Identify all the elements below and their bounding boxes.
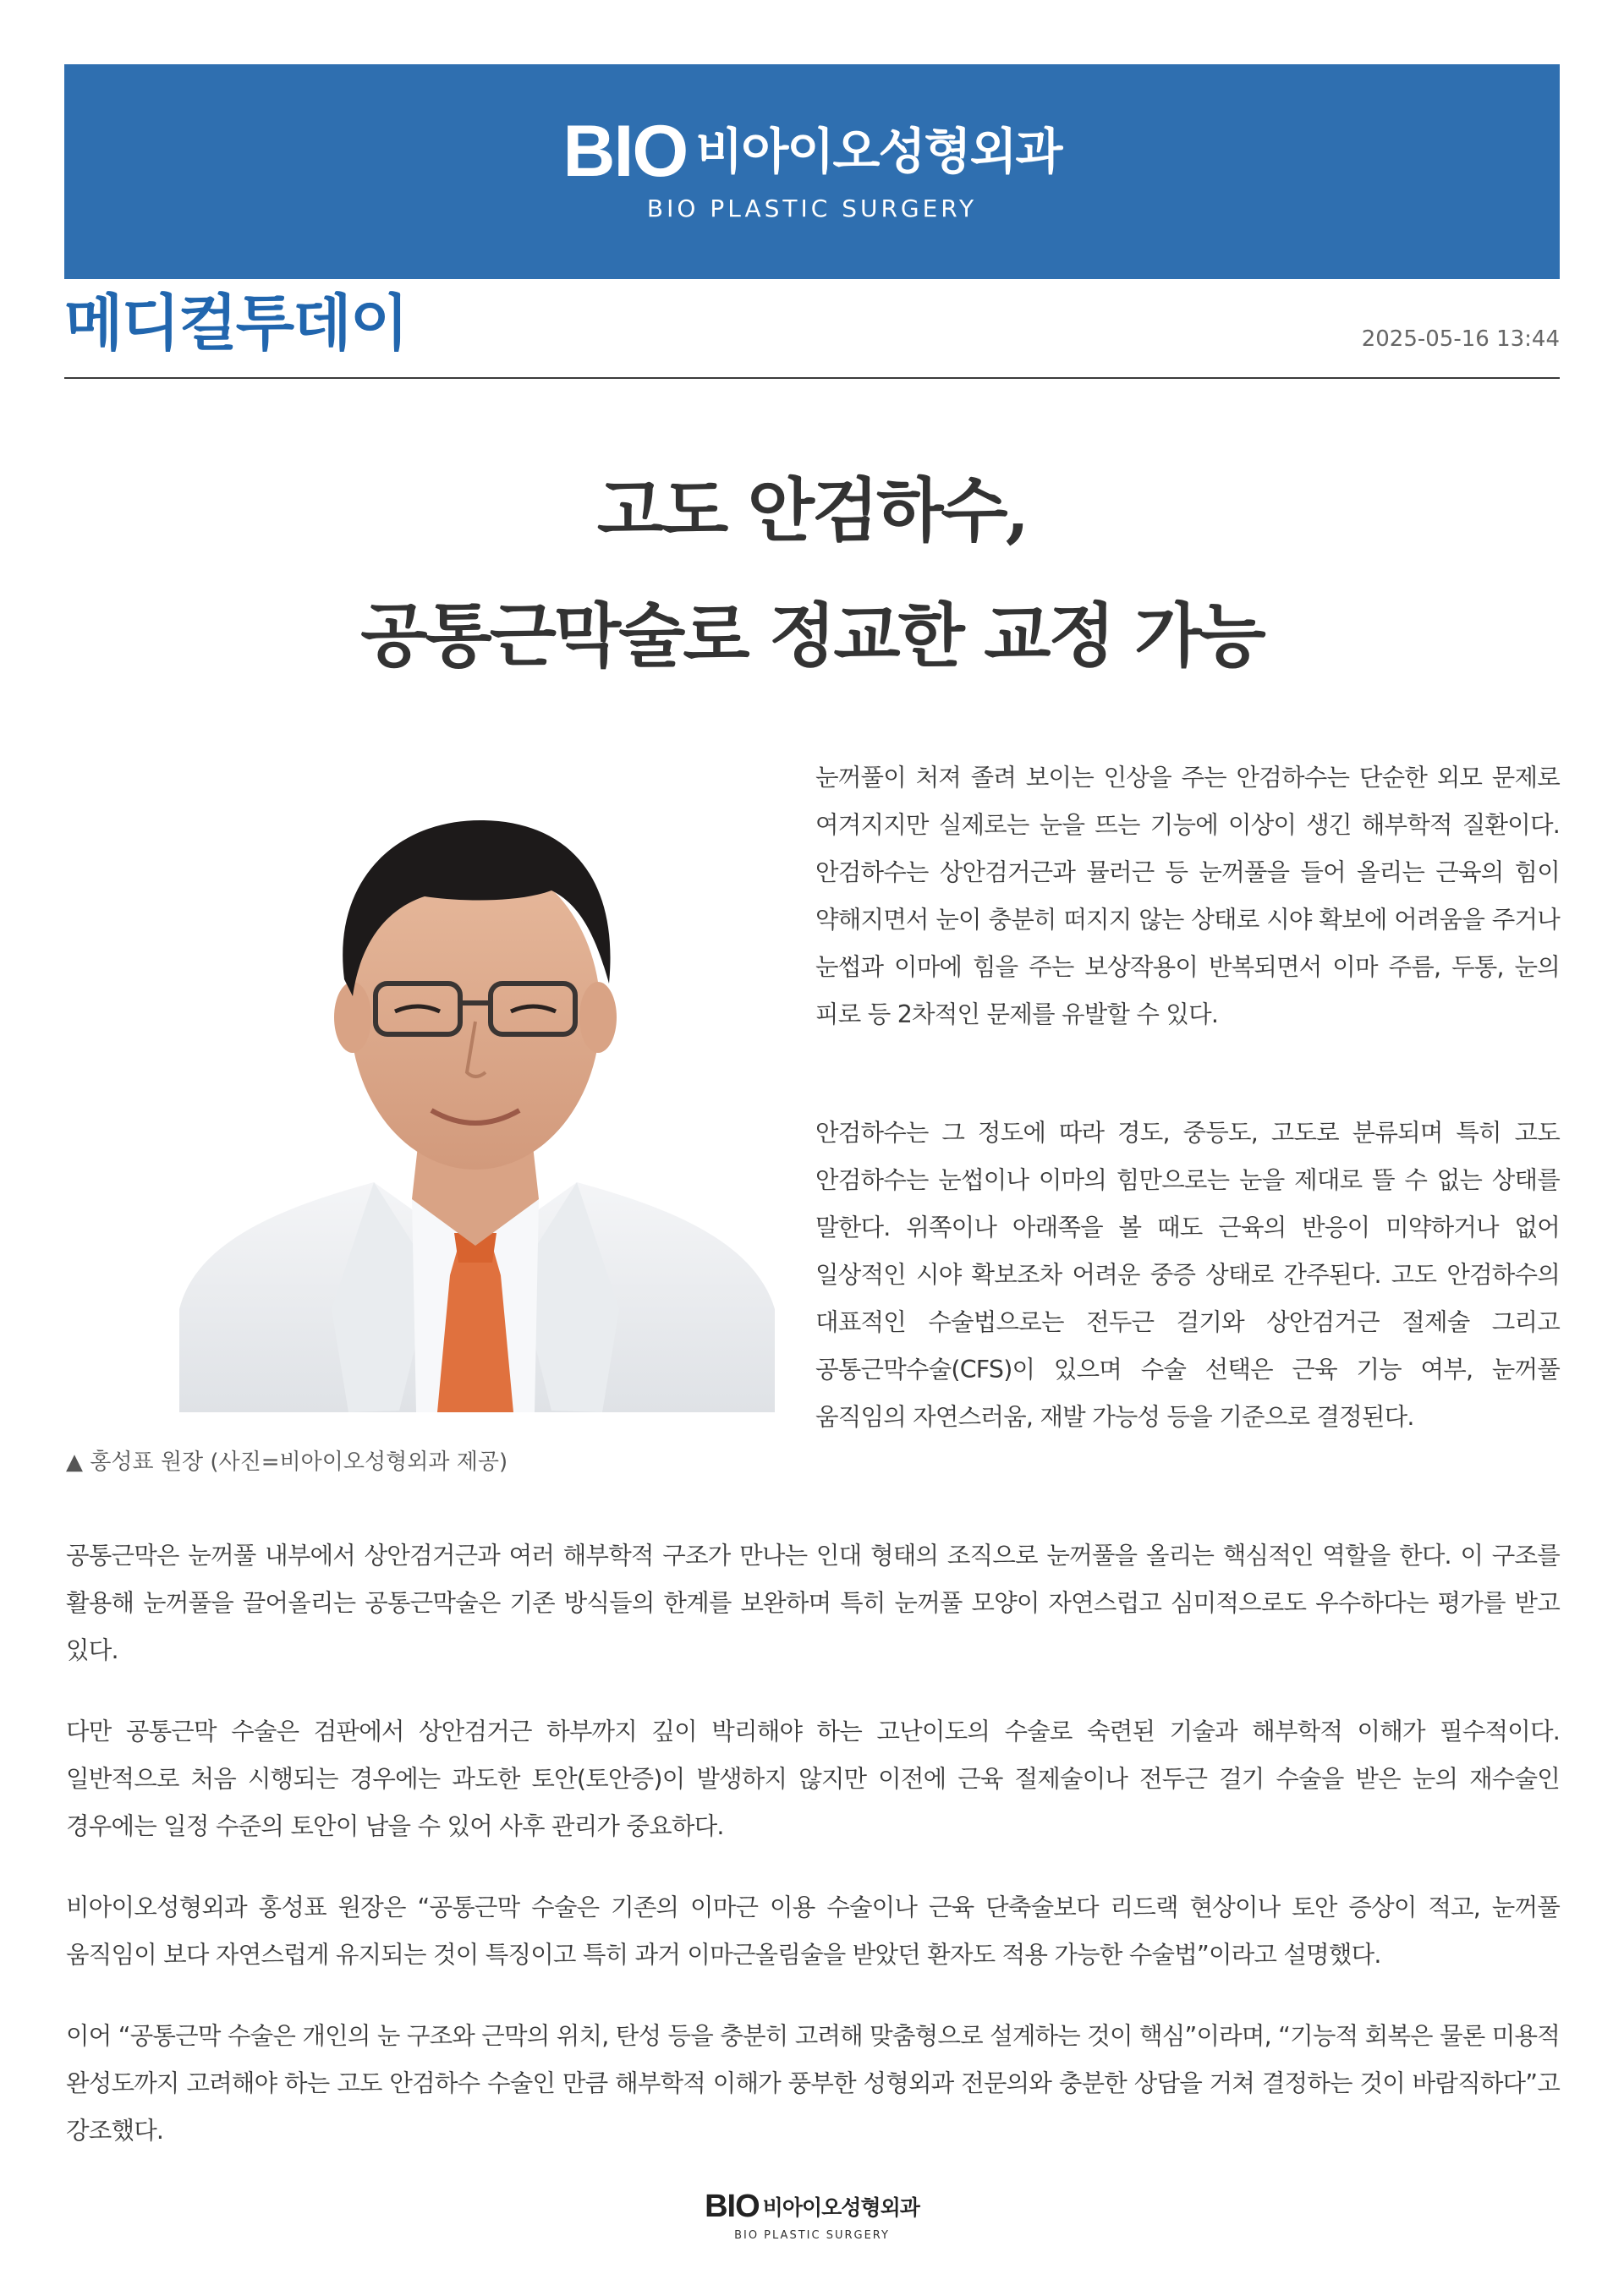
doctor-portrait-photo: [179, 802, 775, 1412]
article-headline: [0, 448, 1624, 699]
headline-line-2: 공통근막술로 정교한 교정 가능: [360, 595, 1264, 677]
clinic-logo: [64, 111, 1560, 192]
publish-datetime: 2025-05-16 13:44: [1361, 326, 1560, 352]
side-paragraph-2: 안검하수는 그 정도에 따라 경도, 중등도, 고도로 분류되며 특히 고도 안검하수는 눈썹이나 이마의 힘만으로는 눈을 제대로 뜰 수 없는 상태를 말한다. 위쪽이나 아래쪽을 볼 때도 근육의 반응이 미약하거나 없어 일상적인 시야 확보조차 어려운 중증 상태로 간주된다. 고도 안검하수의 대표적인 수술법으로는 전두근 걸기와 상안검거근 절제술 그리고 공통근막수술(CFS)이 있으며 수술 선택은 근육 기능 여부, 눈꺼풀 움직임의 자연스러움, 재발 가능성 등을 기준으로 결정된다.: [815, 1119, 1560, 1431]
header-divider: [64, 377, 1560, 379]
footer-logo: [0, 2190, 1624, 2222]
photo-caption: ▲ 홍성표 원장 (사진=비아이오성형외과 제공): [66, 1449, 508, 1475]
body-paragraph-2: 다만 공통근막 수술은 검판에서 상안검거근 하부까지 깊이 박리해야 하는 고난이도의 수술로 숙련된 기술과 해부학적 이해가 필수적이다. 일반적으로 처음 시행되는 경우에는 과도한 토안(토안증)이 발생하지 않지만 이전에 근육 절제술이나 전두근 걸기 수술을 받은 눈의 재수술인 경우에는 일정 수준의 토안이 남을 수 있어 사후 관리가 중요하다.: [66, 1718, 1560, 1840]
doctor-portrait-icon: [179, 802, 775, 1412]
body-paragraph-1: 공통근막은 눈꺼풀 내부에서 상안검거근과 여러 해부학적 구조가 만나는 인대 형태의 조직으로 눈꺼풀을 올리는 핵심적인 역할을 한다. 이 구조를 활용해 눈꺼풀을 끌어올리는 공통근막술은 기존 방식들의 한계를 보완하며 특히 눈꺼풀 모양이 자연스럽고 심미적으로도 우수하다는 평가를 받고 있다.: [66, 1542, 1560, 1664]
side-paragraph-1: 눈꺼풀이 처져 졸려 보이는 인상을 주는 안검하수는 단순한 외모 문제로 여겨지지만 실제로는 눈을 뜨는 기능에 이상이 생긴 해부학적 질환이다. 안검하수는 상안검거근과 뮬러근 등 눈꺼풀을 들어 올리는 근육의 힘이 약해지면서 눈이 충분히 떠지지 않는 상태로 시야 확보에 어려움을 주거나 눈썹과 이마에 힘을 주는 보상작용이 반복되면서 이마 주름, 두통, 눈의 피로 등 2차적인 문제를 유발할 수 있다.: [815, 764, 1560, 1028]
headline-line-1: 고도 안검하수,: [596, 470, 1028, 551]
body-paragraph-4: 이어 “공통근막 수술은 개인의 눈 구조와 근막의 위치, 탄성 등을 충분히 고려해 맞춤형으로 설계하는 것이 핵심”이라며, “기능적 회복은 물론 미용적 완성도까지 고려해야 하는 고도 안검하수 수술인 만큼 해부학적 이해가 풍부한 성형외과 전문의와 충분한 상담을 거쳐 결정하는 것이 바람직하다”고 강조했다.: [66, 2022, 1560, 2145]
logo-name: 비아이오성형외과: [695, 123, 1062, 180]
body-paragraph-3: 비아이오성형외과 홍성표 원장은 “공통근막 수술은 기존의 이마근 이용 수술이나 근육 단축술보다 리드랙 현상이나 토안 증상이 적고, 눈꺼풀 움직임이 보다 자연스럽게 유지되는 것이 특징이고 특히 과거 이마근올림술을 받았던 환자도 적용 가능한 수술법”이라고 설명했다.: [66, 1893, 1560, 1969]
logo-mark: BIO: [562, 111, 688, 192]
footer-logo-subtitle: BIO PLASTIC SURGERY: [734, 2229, 890, 2242]
footer-logo-name: 비아이오성형외과: [762, 2195, 919, 2220]
outlet-name: 메디컬투데이: [64, 288, 408, 359]
footer-logo-mark: BIO: [705, 2189, 760, 2224]
logo-subtitle: BIO PLASTIC SURGERY: [646, 195, 978, 222]
header-banner: [64, 64, 1560, 279]
